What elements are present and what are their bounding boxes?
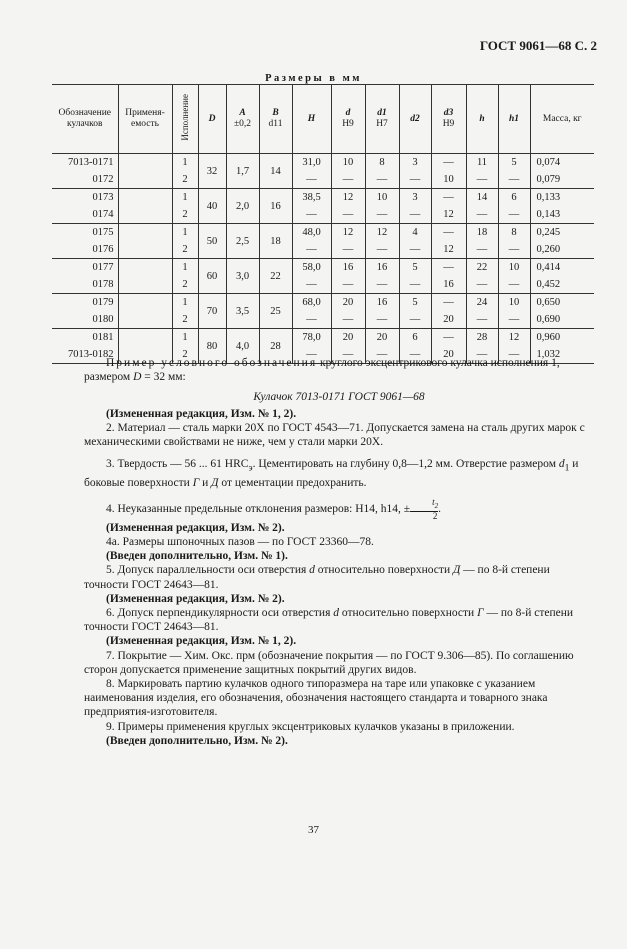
cell-d2: 3 bbox=[399, 189, 431, 207]
cell-d2: 3 bbox=[399, 154, 431, 172]
cell-designation: 0175 bbox=[92, 227, 114, 238]
clause-6-a: 6. Допуск перпендикулярности оси отверстия bbox=[106, 606, 334, 619]
cell-H: — bbox=[292, 276, 331, 294]
clause-5-a: 5. Допуск параллельности оси отверстия bbox=[106, 564, 310, 577]
clause-3-and: и bbox=[199, 476, 212, 489]
cell-d3: — bbox=[431, 329, 466, 347]
header-d-tol: H9 bbox=[342, 119, 354, 129]
cell-mass: 0,074 bbox=[530, 154, 594, 172]
cell-d2: — bbox=[399, 206, 431, 224]
header-mass: Масса, кг bbox=[530, 85, 594, 154]
cell-version: 2 bbox=[172, 241, 198, 259]
cell-H: 31,0 bbox=[292, 154, 331, 172]
clause-3-d: от цементации предохранить. bbox=[218, 476, 367, 489]
header-designation: Обозначение кулачков bbox=[52, 85, 118, 154]
clause-6-G: Г bbox=[477, 606, 484, 619]
header-h1: h1 bbox=[498, 85, 530, 154]
header-H: H bbox=[292, 85, 331, 154]
cell-d2: 6 bbox=[399, 329, 431, 347]
header-A bbox=[226, 85, 259, 154]
cell-d: — bbox=[331, 241, 365, 259]
cell-applicability bbox=[118, 259, 172, 277]
clause-3-d1: d bbox=[558, 458, 565, 471]
revision-note-2a: (Измененная редакция, Изм. № 2). bbox=[106, 521, 285, 534]
table-row bbox=[52, 311, 594, 329]
cell-designation: 0177 bbox=[92, 262, 114, 273]
cell-designation: 7013-0182 bbox=[52, 346, 118, 364]
clause-3 bbox=[84, 457, 594, 490]
cell-mass: 0,260 bbox=[530, 241, 594, 259]
cell-d: 20 bbox=[331, 329, 365, 347]
header-d2: d2 bbox=[399, 85, 431, 154]
cell-h: — bbox=[466, 241, 498, 259]
cell-d2: 5 bbox=[399, 294, 431, 312]
table-row bbox=[52, 276, 594, 294]
cell-applicability bbox=[118, 241, 172, 259]
revision-note-12: (Измененная редакция, Изм. № 1, 2). bbox=[106, 635, 297, 648]
cell-d3: 12 bbox=[431, 206, 466, 224]
cell-designation: 0176 bbox=[52, 241, 118, 259]
header-version bbox=[172, 85, 198, 154]
cell-d3: — bbox=[431, 154, 466, 172]
cell-version: 2 bbox=[172, 206, 198, 224]
cell-applicability bbox=[118, 206, 172, 224]
cell-d1: 16 bbox=[365, 294, 399, 312]
clause-5 bbox=[84, 563, 594, 591]
cell-H: — bbox=[292, 171, 331, 189]
cell-d3: 12 bbox=[431, 241, 466, 259]
cell-H: 68,0 bbox=[292, 294, 331, 312]
cell-B: 16 bbox=[259, 189, 292, 224]
cell-B: 18 bbox=[259, 224, 292, 259]
cell-A: 2,5 bbox=[226, 224, 259, 259]
cell-mass: 0,650 bbox=[530, 294, 594, 312]
cell-d1: — bbox=[365, 206, 399, 224]
cell-d1: — bbox=[365, 276, 399, 294]
cell-applicability bbox=[118, 171, 172, 189]
cell-version: 1 bbox=[172, 294, 198, 312]
cell-d: — bbox=[331, 171, 365, 189]
cell-applicability bbox=[118, 276, 172, 294]
header-d3-label: d3 bbox=[443, 108, 454, 118]
clause-4-end: . bbox=[438, 502, 442, 515]
cell-d2: — bbox=[399, 276, 431, 294]
cell-h1: 10 bbox=[498, 259, 530, 277]
cell-B: 14 bbox=[259, 154, 292, 189]
clause-3-c: и боковые поверхности bbox=[84, 458, 579, 489]
header-D: D bbox=[198, 85, 226, 154]
cell-mass: 0,143 bbox=[530, 206, 594, 224]
clause-3-d1-sub: 1 bbox=[564, 462, 570, 474]
cell-H: 58,0 bbox=[292, 259, 331, 277]
cell-d1: — bbox=[365, 241, 399, 259]
cell-version: 1 bbox=[172, 259, 198, 277]
cell-h1: — bbox=[498, 241, 530, 259]
cell-H: 78,0 bbox=[292, 329, 331, 347]
cell-h: 22 bbox=[466, 259, 498, 277]
cell-d3: — bbox=[431, 189, 466, 207]
header-applicability: Применя-емость bbox=[118, 85, 172, 154]
clause-9: 9. Примеры применения круглых эксцентриковых кулачков указаны в приложении. bbox=[106, 720, 515, 733]
table-row bbox=[52, 171, 594, 189]
clause-3-a: 3. Твердость — 56 ... 61 HRC bbox=[106, 458, 249, 471]
header-d3 bbox=[431, 85, 466, 154]
cell-d: — bbox=[331, 276, 365, 294]
clause-8: 8. Маркировать партию кулачков одного типоразмера на таре или упаковке с указанием наименования изделия, его обозначения, обозначения настоящего стандарта и товарного знака предприятия-изготовителя. bbox=[84, 677, 548, 719]
cell-h: 18 bbox=[466, 224, 498, 242]
cell-D: 40 bbox=[198, 189, 226, 224]
cell-h1: — bbox=[498, 346, 530, 364]
clause-5-c: — по 8-й степени точности ГОСТ 24643—81. bbox=[84, 564, 550, 591]
clause-2: 2. Материал — сталь марки 20Х по ГОСТ 4543—71. Допускается замена на сталь других марок с механическими свойствами не ниже, чем у стали марки 20Х. bbox=[84, 421, 585, 449]
cell-mass: 0,452 bbox=[530, 276, 594, 294]
cell-designation: 0178 bbox=[52, 276, 118, 294]
dimensions-table bbox=[52, 84, 594, 364]
cell-d3: 16 bbox=[431, 276, 466, 294]
cell-H: — bbox=[292, 346, 331, 364]
cell-B: 25 bbox=[259, 294, 292, 329]
cell-d3: 20 bbox=[431, 346, 466, 364]
cell-D: 60 bbox=[198, 259, 226, 294]
cell-d: — bbox=[331, 206, 365, 224]
cell-version: 1 bbox=[172, 224, 198, 242]
cell-designation: 0172 bbox=[52, 171, 118, 189]
cell-h: 28 bbox=[466, 329, 498, 347]
cell-d2: 5 bbox=[399, 259, 431, 277]
cell-A: 3,0 bbox=[226, 259, 259, 294]
table-caption: Размеры в мм bbox=[265, 73, 362, 84]
cell-h1: 6 bbox=[498, 189, 530, 207]
cell-version: 2 bbox=[172, 276, 198, 294]
cell-h: 24 bbox=[466, 294, 498, 312]
cell-d: 12 bbox=[331, 189, 365, 207]
table-row bbox=[52, 189, 594, 207]
cell-version: 2 bbox=[172, 346, 198, 364]
cell-h1: — bbox=[498, 311, 530, 329]
example-rest: круглого эксцентрикового кулачка исполнения 1, размером bbox=[84, 357, 560, 384]
cell-A: 1,7 bbox=[226, 154, 259, 189]
clause-4-num-t: t bbox=[432, 496, 435, 507]
cell-mass: 0,690 bbox=[530, 311, 594, 329]
cell-h: 11 bbox=[466, 154, 498, 172]
cell-mass: 0,133 bbox=[530, 189, 594, 207]
cell-h: 14 bbox=[466, 189, 498, 207]
cell-d2: — bbox=[399, 311, 431, 329]
header-d3-tol: H9 bbox=[442, 119, 455, 129]
revision-note-2b: (Измененная редакция, Изм. № 2). bbox=[106, 592, 285, 605]
cell-h1: — bbox=[498, 171, 530, 189]
clause-3-D: Д bbox=[211, 476, 219, 489]
cell-d3: 10 bbox=[431, 171, 466, 189]
cell-d1: 8 bbox=[365, 154, 399, 172]
cell-A: 3,5 bbox=[226, 294, 259, 329]
clause-5-D: Д bbox=[452, 564, 461, 577]
cell-h1: 8 bbox=[498, 224, 530, 242]
cell-d3: — bbox=[431, 224, 466, 242]
cell-H: — bbox=[292, 241, 331, 259]
header-d1-tol: H7 bbox=[376, 119, 388, 129]
cell-h: — bbox=[466, 276, 498, 294]
cell-B: 22 bbox=[259, 259, 292, 294]
example-D: D bbox=[133, 371, 142, 384]
cell-d2: — bbox=[399, 346, 431, 364]
cell-designation: 0174 bbox=[52, 206, 118, 224]
cell-D: 50 bbox=[198, 224, 226, 259]
cell-d3: 20 bbox=[431, 311, 466, 329]
cell-h1: — bbox=[498, 276, 530, 294]
cell-mass: 1,032 bbox=[530, 346, 594, 364]
cell-h: — bbox=[466, 171, 498, 189]
cell-mass: 0,414 bbox=[530, 259, 594, 277]
table-header-row bbox=[52, 85, 594, 154]
cell-version: 1 bbox=[172, 329, 198, 347]
cell-designation: 0180 bbox=[52, 311, 118, 329]
header-A-tol: ±0,2 bbox=[233, 119, 252, 129]
clause-5-d: d bbox=[309, 564, 315, 577]
header-d1-label: d1 bbox=[377, 108, 387, 118]
clause-4-den: 2 bbox=[432, 510, 438, 521]
revision-note-1: (Измененная редакция, Изм. № 1, 2). bbox=[106, 407, 297, 420]
clause-6-d: d bbox=[333, 606, 339, 619]
cell-d1: — bbox=[365, 171, 399, 189]
cell-version: 1 bbox=[172, 189, 198, 207]
cell-D: 32 bbox=[198, 154, 226, 189]
added-note-1: (Введен дополнительно, Изм. № 1). bbox=[106, 550, 288, 563]
cell-h1: 5 bbox=[498, 154, 530, 172]
example-code: Кулачок 7013-0171 ГОСТ 9061—68 bbox=[253, 391, 425, 404]
clause-4a: 4а. Размеры шпоночных пазов — по ГОСТ 23360—78. bbox=[106, 535, 374, 548]
cell-d1: — bbox=[365, 311, 399, 329]
header-h: h bbox=[466, 85, 498, 154]
cell-applicability bbox=[118, 154, 172, 172]
cell-h: — bbox=[466, 311, 498, 329]
cell-h1: 10 bbox=[498, 294, 530, 312]
cell-h1: — bbox=[498, 206, 530, 224]
cell-H: 38,5 bbox=[292, 189, 331, 207]
header-version-label: Исполнение bbox=[179, 93, 190, 141]
table-row bbox=[52, 329, 594, 347]
cell-version: 1 bbox=[172, 154, 198, 172]
clause-6-b: относительно поверхности bbox=[339, 606, 478, 619]
cell-designation: 0179 bbox=[92, 297, 114, 308]
cell-applicability bbox=[118, 329, 172, 347]
header-d1 bbox=[365, 85, 399, 154]
cell-d: 12 bbox=[331, 224, 365, 242]
page-number: 37 bbox=[308, 824, 319, 836]
clause-3-sub: э bbox=[248, 462, 253, 474]
cell-applicability bbox=[118, 294, 172, 312]
cell-d2: — bbox=[399, 171, 431, 189]
document-body bbox=[84, 356, 594, 748]
cell-d1: 16 bbox=[365, 259, 399, 277]
cell-d2: — bbox=[399, 241, 431, 259]
cell-H: — bbox=[292, 206, 331, 224]
cell-d3: — bbox=[431, 259, 466, 277]
cell-d2: 4 bbox=[399, 224, 431, 242]
cell-B: 28 bbox=[259, 329, 292, 364]
cell-h: — bbox=[466, 346, 498, 364]
cell-d1: 10 bbox=[365, 189, 399, 207]
table-body bbox=[52, 154, 594, 364]
clause-4-fraction bbox=[410, 498, 438, 521]
cell-h1: 12 bbox=[498, 329, 530, 347]
clause-4-num bbox=[410, 498, 438, 512]
cell-applicability bbox=[118, 189, 172, 207]
cell-version: 2 bbox=[172, 311, 198, 329]
cell-version: 2 bbox=[172, 171, 198, 189]
cell-d: — bbox=[331, 346, 365, 364]
clause-6 bbox=[84, 606, 594, 634]
cell-designation: 0173 bbox=[92, 192, 114, 203]
table-row bbox=[52, 206, 594, 224]
clause-7: 7. Покрытие — Хим. Окс. прм (обозначение покрытия — по ГОСТ 9.306—85). По соглашению сторон допускается применение защитных покрытий других видов. bbox=[84, 649, 574, 676]
header-d-label: d bbox=[345, 108, 351, 118]
cell-d: 20 bbox=[331, 294, 365, 312]
clause-5-b: относительно поверхности bbox=[314, 564, 453, 577]
example-lead: Пример условного обозначения bbox=[106, 357, 318, 369]
cell-mass: 0,079 bbox=[530, 171, 594, 189]
cell-designation: 0181 bbox=[92, 332, 114, 343]
table-row bbox=[52, 241, 594, 259]
header-d bbox=[331, 85, 365, 154]
header-B-label: B bbox=[272, 108, 279, 118]
cell-d1: — bbox=[365, 346, 399, 364]
cell-H: 48,0 bbox=[292, 224, 331, 242]
clause-3-G: Г bbox=[192, 476, 200, 489]
cell-applicability bbox=[118, 224, 172, 242]
page-header: ГОСТ 9061—68 С. 2 bbox=[479, 38, 597, 53]
table-row bbox=[52, 154, 594, 172]
cell-A: 4,0 bbox=[226, 329, 259, 364]
clause-4 bbox=[84, 498, 594, 521]
cell-d: — bbox=[331, 311, 365, 329]
header-B bbox=[259, 85, 292, 154]
example-val: = 32 мм: bbox=[141, 371, 186, 384]
cell-d3: — bbox=[431, 294, 466, 312]
cell-D: 70 bbox=[198, 294, 226, 329]
clause-6-c: — по 8-й степени точности ГОСТ 24643—81. bbox=[84, 606, 574, 634]
table-row bbox=[52, 259, 594, 277]
cell-A: 2,0 bbox=[226, 189, 259, 224]
header-B-tol: d11 bbox=[268, 119, 283, 129]
table-row bbox=[52, 294, 594, 312]
clause-3-b: . Цементировать на глубину 0,8—1,2 мм. Отверстие размером bbox=[252, 458, 559, 471]
clause-4-num-sub: 2 bbox=[434, 501, 439, 510]
example-paragraph bbox=[84, 356, 594, 384]
cell-d1: 12 bbox=[365, 224, 399, 242]
header-A-label: A bbox=[239, 108, 246, 118]
cell-d: 10 bbox=[331, 154, 365, 172]
cell-applicability bbox=[118, 311, 172, 329]
cell-designation: 7013-0171 bbox=[68, 157, 114, 168]
cell-h: — bbox=[466, 206, 498, 224]
cell-d1: 20 bbox=[365, 329, 399, 347]
clause-4-a: 4. Неуказанные предельные отклонения размеров: H14, h14, ± bbox=[106, 502, 411, 515]
cell-mass: 0,960 bbox=[530, 329, 594, 347]
cell-H: — bbox=[292, 311, 331, 329]
added-note-2: (Введен дополнительно, Изм. № 2). bbox=[106, 734, 288, 747]
cell-mass: 0,245 bbox=[530, 224, 594, 242]
cell-d: 16 bbox=[331, 259, 365, 277]
table-row bbox=[52, 224, 594, 242]
cell-D: 80 bbox=[198, 329, 226, 364]
